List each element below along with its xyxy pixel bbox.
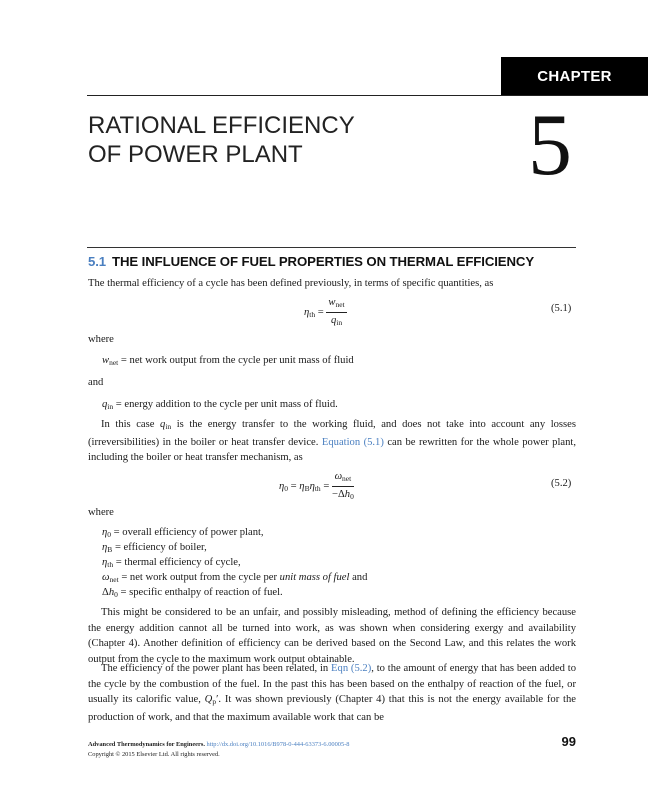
definition-wnet-text: = net work output from the cycle per unit mass of fluid xyxy=(120,355,354,366)
where-label-1: where xyxy=(88,334,114,345)
equation-number-5-1: (5.1) xyxy=(551,303,572,314)
equation-5-1: $\eta_{th}$ = $\frac{w_{net}}{q_{in}}$ xyxy=(304,297,345,327)
equation-5-2: $\eta_0 = \eta_B\eta_{th}$ = $\frac{\omega_{net}}{-\Delta h_0}$ xyxy=(279,471,354,501)
chapter-number: 5 xyxy=(528,97,572,194)
definition-dh: $\Delta h_0$ = specific enthalpy of reaction of fuel. xyxy=(102,587,283,599)
footer-copyright: Copyright © 2015 Elsevier Ltd. All rights reserved. xyxy=(88,751,220,758)
equation-5-1-link[interactable]: Equation (5.1) xyxy=(321,436,384,448)
section-number: 5.1 xyxy=(88,254,107,269)
chapter-label: CHAPTER xyxy=(537,67,612,85)
footer-citation xyxy=(88,740,518,760)
chapter-title-line2: OF POWER PLANT xyxy=(88,141,303,168)
page-number: 99 xyxy=(561,734,576,749)
section-rule xyxy=(87,247,576,248)
p2-text-b: is the energy transfer to the working fluid, and does not take into account any losses (irreversibilities) in the boiler or heat transfer device. xyxy=(88,419,576,448)
footer-doi-link[interactable]: http://dx.doi.org/10.1016/B978-0-444-63373-6.00005-8 xyxy=(206,741,350,748)
p4-text-b: , to the amount of energy that has been added to the cycle by the combustion of the fuel. In the past this has been based on the enthalpy of reaction of the fuel, or usually its calorific value, xyxy=(88,663,577,706)
definition-eta0: $\eta_0$ = overall efficiency of power plant, xyxy=(102,527,264,539)
p4-text-a: The efficiency of the power plant has been related, in xyxy=(101,663,332,674)
definition-omega-text-a: = net work output from the cycle per xyxy=(121,572,280,583)
p2-text-c: can be rewritten for the whole power plant, including the boiler or heat transfer mechanism, as xyxy=(88,436,576,464)
definition-etaB-text: = efficiency of boiler, xyxy=(114,542,207,553)
where-label-2: where xyxy=(88,507,114,518)
chapter-title xyxy=(88,111,448,169)
definition-omega-italic: unit mass of fuel xyxy=(279,572,350,583)
definition-omega-text-b: and xyxy=(349,572,368,583)
section-heading xyxy=(88,254,588,269)
definition-qin: $q_{in}$ = energy addition to the cycle per unit mass of fluid. xyxy=(102,399,338,411)
equation-number-5-2: (5.2) xyxy=(551,478,572,489)
p2-text-a: In this case xyxy=(101,419,161,430)
p4-text-c: . It was shown previously (Chapter 4) that this is not the energy available for the production of work, and that the maximum available work that can be xyxy=(88,694,576,723)
intro-paragraph: The thermal efficiency of a cycle has been defined previously, in terms of specific quantities, as xyxy=(88,278,494,289)
top-rule xyxy=(87,95,648,96)
chapter-label-box xyxy=(501,57,648,95)
paragraph-2: In this case $q_{in}$ is the energy transfer to the working fluid, and does not take into account any losses (irreversibilities) in the boiler or heat transfer device. Equation (5.1) can be rewritten for the whole power plant, including the boiler or heat transfer mechanism, as xyxy=(88,419,576,464)
equation-5-2-link[interactable]: Eqn (5.2) xyxy=(331,663,372,674)
definition-etath-text: = thermal efficiency of cycle, xyxy=(115,557,241,568)
definition-eta0-text: = overall efficiency of power plant, xyxy=(113,527,264,538)
and-label: and xyxy=(88,377,104,388)
footer-book-title: Advanced Thermodynamics for Engineers. xyxy=(88,741,205,748)
definition-wnet: $w_{net}$ = net work output from the cycle per unit mass of fluid xyxy=(102,355,354,367)
chapter-title-line1: RATIONAL EFFICIENCY xyxy=(88,112,355,139)
definition-etaB: $\eta_B$ = efficiency of boiler, xyxy=(102,542,207,554)
paragraph-3: This might be considered to be an unfair, and possibly misleading, method of defining the efficiency because the energy addition cannot all be turned into work, as was shown when considering exergy and availability (Chapter 4). Another definition of efficiency can be derived based on the Second Law, and this relates the work output from the cycle to the maximum work output obtainable. xyxy=(88,607,576,665)
definition-etath: $\eta_{th}$ = thermal efficiency of cycle, xyxy=(102,557,241,569)
definition-qin-text: = energy addition to the cycle per unit mass of fluid. xyxy=(115,399,338,410)
definition-omega: $\omega_{net}$ = net work output from the cycle per unit mass of fuel and xyxy=(102,572,368,584)
section-title: THE INFLUENCE OF FUEL PROPERTIES ON THERMAL EFFICIENCY xyxy=(112,254,535,269)
paragraph-4: The efficiency of the power plant has been related, in Eqn (5.2), to the amount of energy that has been added to the cycle by the combustion of the fuel. In the past this has been based on the enthalpy of reaction of the fuel, or usually its calorific value, $Q_p'$. It was shown previously (Chapter 4) that this is not the energy available for the production of work, and that the maximum available work that can be xyxy=(88,663,577,723)
definition-dh-text: = specific enthalpy of reaction of fuel. xyxy=(120,587,283,598)
